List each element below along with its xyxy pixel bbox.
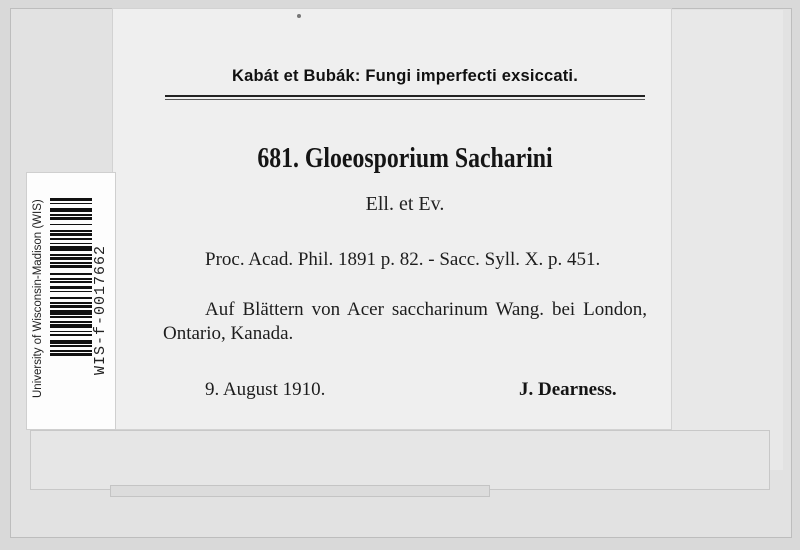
barcode-bar <box>50 324 92 327</box>
barcode-bar <box>50 262 92 264</box>
barcode-bar <box>50 334 92 336</box>
ink-speck <box>297 14 301 18</box>
barcode-bar <box>50 316 92 318</box>
barcode-bar <box>50 198 92 201</box>
header-rule-thin <box>165 99 645 100</box>
specimen-id: WIS-f-0017662 <box>92 244 109 375</box>
literature-reference: Proc. Acad. Phil. 1891 p. 82. - Sacc. Syll. X. p. 451. <box>205 249 601 270</box>
barcode-bar <box>50 233 92 236</box>
barcode-bar <box>50 302 92 304</box>
collection-date: 9. August 1910. <box>205 379 326 400</box>
barcode-bar <box>50 214 92 216</box>
barcode-bar <box>50 353 92 356</box>
barcode-bar <box>50 254 92 256</box>
specimen-label <box>112 8 672 430</box>
sheet-lower-panel <box>30 430 770 490</box>
sheet-strip <box>110 485 490 497</box>
barcode-bar <box>50 278 92 280</box>
barcode-bar <box>50 246 92 251</box>
barcode-bar <box>50 203 92 205</box>
locality-text: Auf Blättern von Acer saccharinum Wang. bei London, Ontario, Kanada. <box>163 299 647 344</box>
barcode-bar <box>50 297 92 299</box>
barcode-bar <box>50 291 92 293</box>
barcode-bar <box>50 224 92 226</box>
barcode <box>50 198 92 404</box>
header-rule <box>165 95 645 97</box>
collector-name: J. Dearness. <box>519 379 617 400</box>
barcode-bar <box>50 265 92 268</box>
barcode-bar <box>50 243 92 245</box>
barcode-bar <box>50 273 92 275</box>
barcode-bar <box>50 238 92 240</box>
barcode-bar <box>50 350 92 352</box>
barcode-bar <box>50 310 92 315</box>
barcode-bar <box>50 331 92 333</box>
barcode-bar <box>50 281 92 283</box>
barcode-bar <box>50 230 92 232</box>
species-title: 681. Gloeosporium Sacharini <box>257 142 553 174</box>
species-author: Ell. et Ev. <box>365 193 445 215</box>
folder-flap <box>670 10 783 470</box>
barcode-bar <box>50 305 92 308</box>
barcode-bar <box>50 340 92 343</box>
institution-text: University of Wisconsin-Madison (WIS) <box>32 199 44 398</box>
barcode-bar <box>50 208 92 213</box>
barcode-bar <box>50 257 92 260</box>
series-header: Kabát et Bubák: Fungi imperfecti exsiccati. <box>231 67 579 85</box>
barcode-bar <box>50 217 92 220</box>
barcode-bar <box>50 345 92 347</box>
barcode-bar <box>50 321 92 323</box>
barcode-bar <box>50 286 92 289</box>
